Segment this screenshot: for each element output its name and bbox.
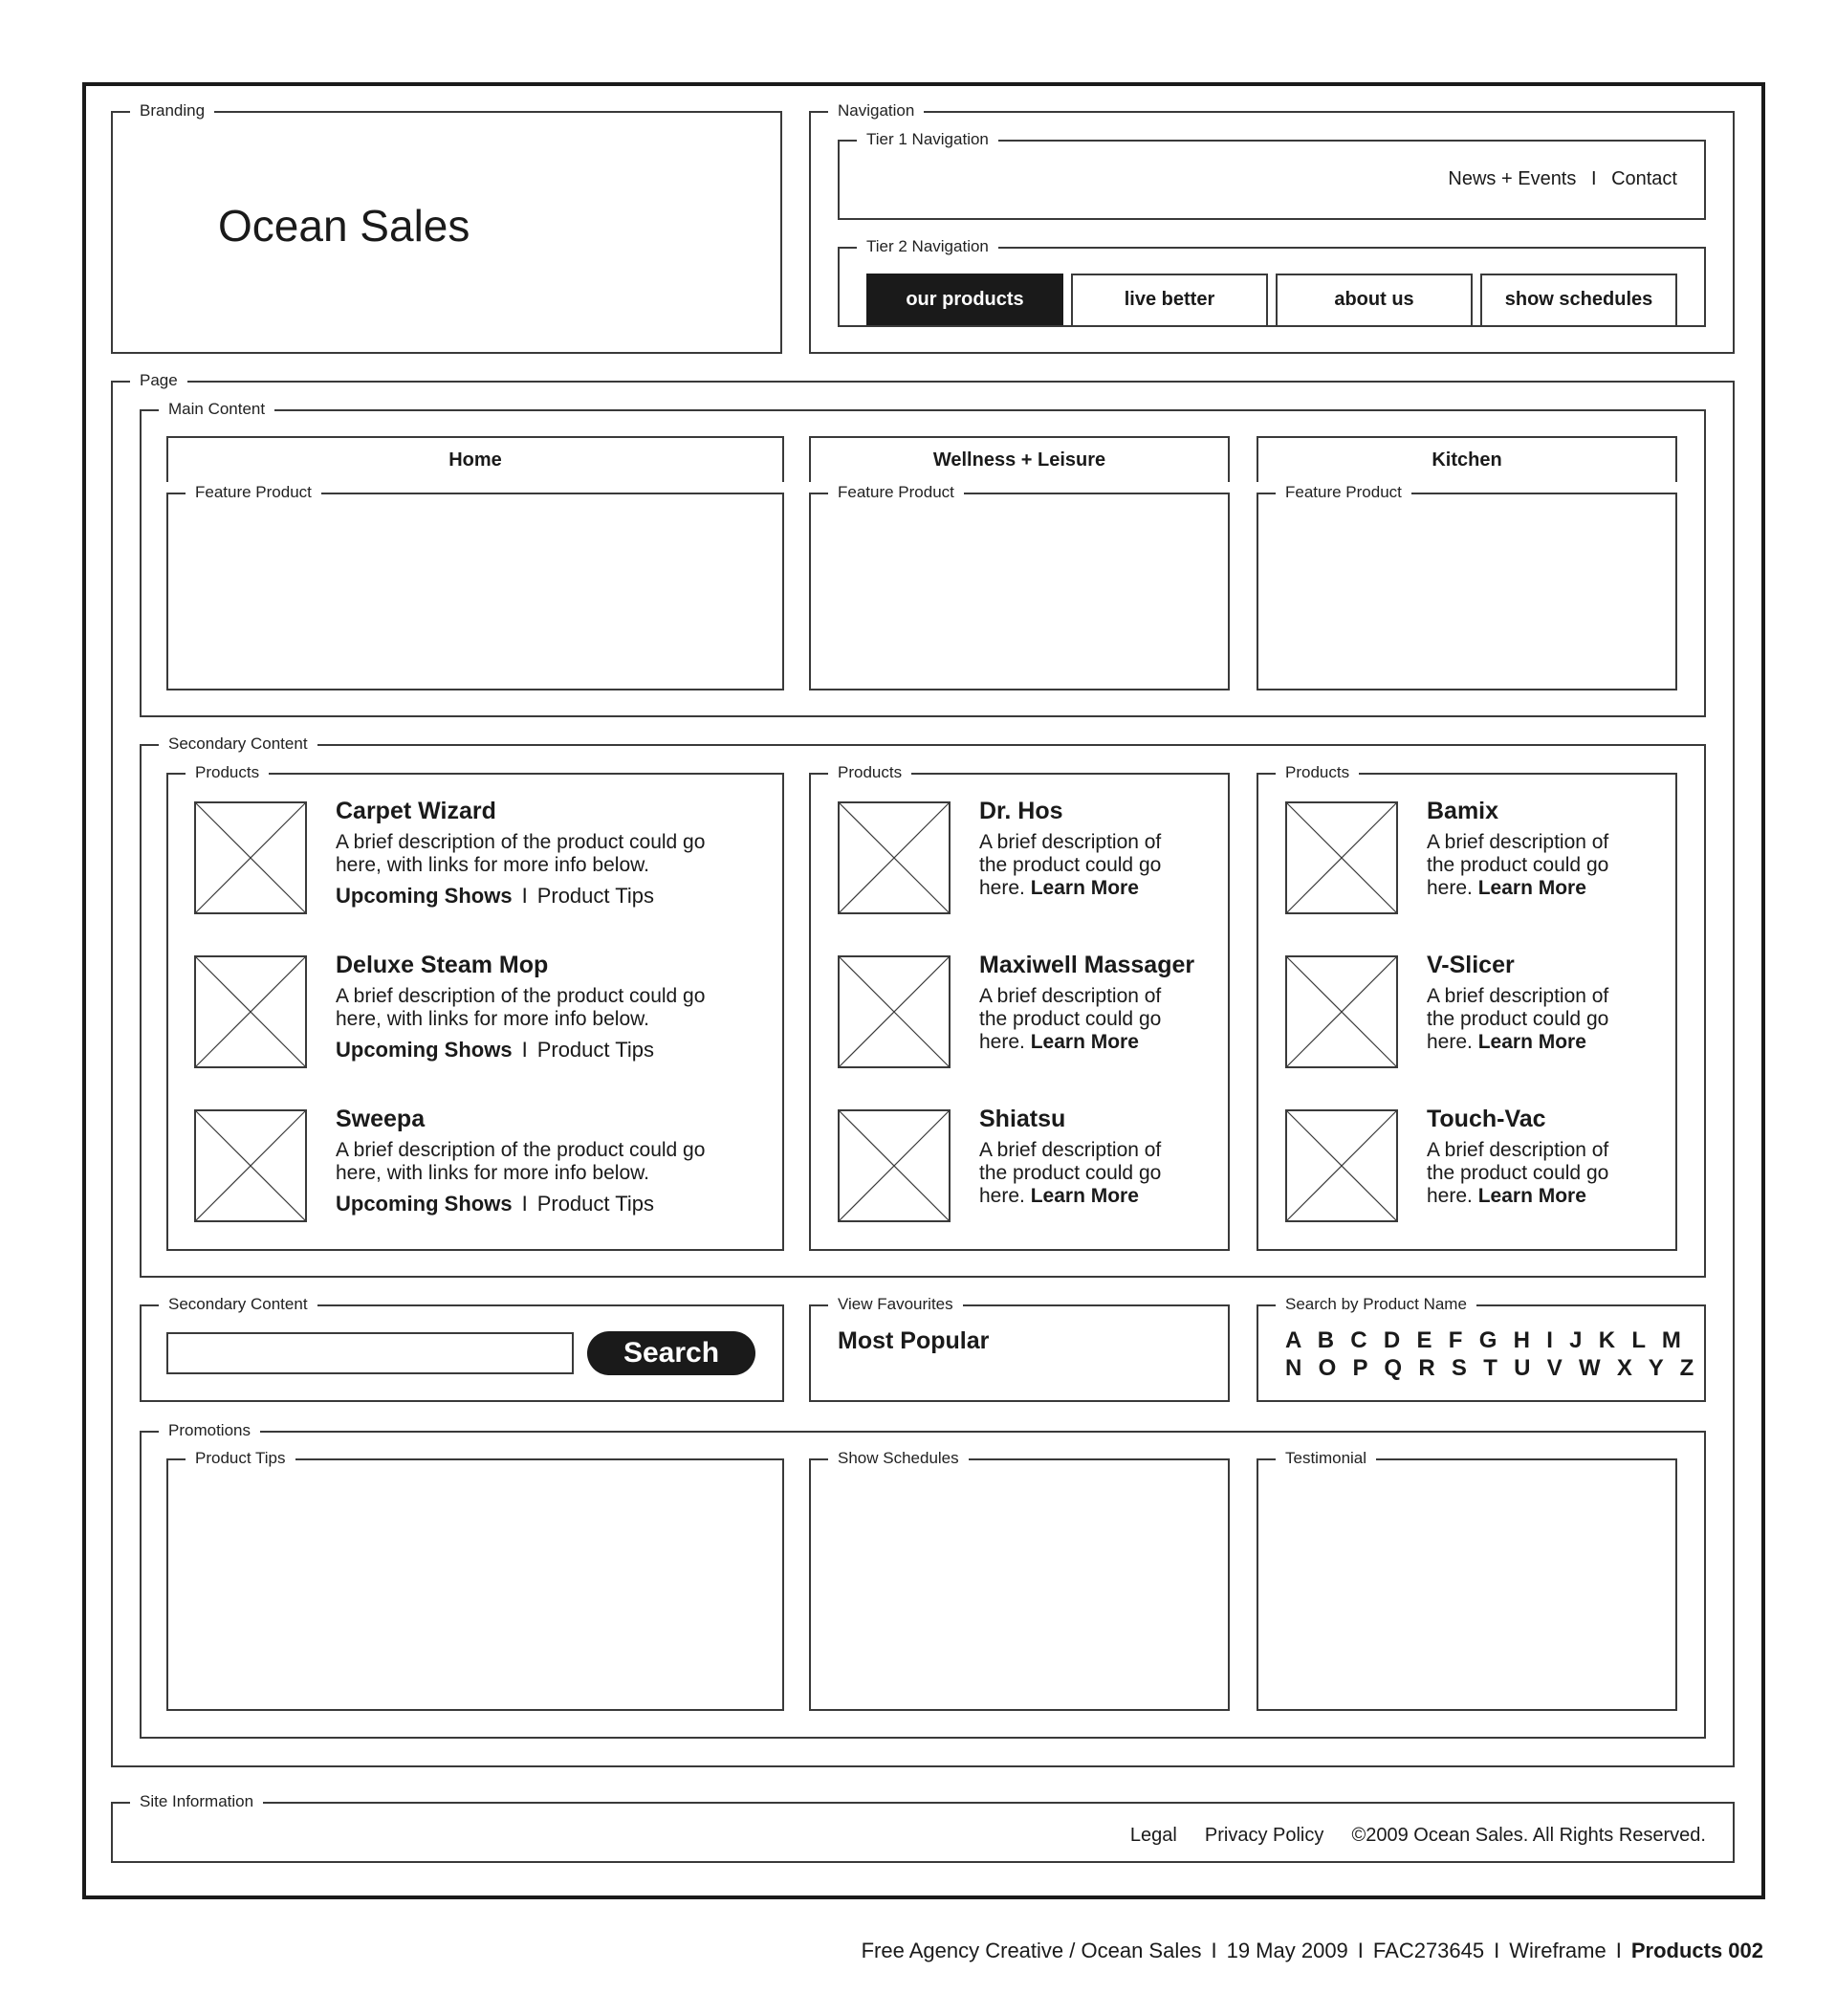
caption-page: Products 002	[1630, 1939, 1763, 1962]
link-separator: I	[521, 1192, 528, 1216]
product-description	[979, 877, 1139, 900]
site-information-region	[111, 1792, 1735, 1863]
learn-more-link[interactable]: Learn More	[1477, 877, 1586, 899]
tab-kitchen[interactable]: Kitchen	[1257, 436, 1677, 482]
tab-wellness-leisure[interactable]: Wellness + Leisure	[809, 436, 1230, 482]
branding-region	[111, 101, 782, 354]
description-end: here.	[979, 1031, 1025, 1053]
site-logo[interactable]: Ocean Sales	[218, 201, 470, 251]
legal-link[interactable]: Legal	[1129, 1825, 1177, 1846]
testimonial-box[interactable]	[1257, 1449, 1677, 1711]
product-image-placeholder[interactable]	[194, 955, 307, 1068]
product-description: A brief description of	[1427, 1139, 1609, 1161]
products-label: Products	[828, 763, 911, 782]
most-popular-link[interactable]: Most Popular	[838, 1327, 990, 1354]
product-links	[336, 1038, 654, 1063]
privacy-policy-link[interactable]: Privacy Policy	[1204, 1825, 1324, 1846]
feature-product-label: Feature Product	[186, 483, 321, 502]
tier1-navigation-label: Tier 1 Navigation	[857, 130, 998, 149]
caption-separator: I	[1357, 1939, 1364, 1962]
product-description	[979, 1031, 1139, 1054]
caption-type: Wireframe	[1509, 1939, 1606, 1962]
product-name[interactable]: Sweepa	[336, 1106, 426, 1132]
description-end: here.	[1427, 1031, 1473, 1053]
product-description: here, with links for more info below.	[336, 1162, 649, 1184]
tier1-links	[1448, 168, 1677, 190]
tier1-navigation	[838, 130, 1706, 220]
product-name[interactable]: Touch-Vac	[1427, 1106, 1546, 1132]
product-description: the product could go	[979, 1008, 1162, 1030]
product-tips-box[interactable]	[166, 1449, 784, 1711]
product-description: here, with links for more info below.	[336, 854, 649, 876]
upcoming-shows-link[interactable]: Upcoming Shows	[336, 884, 513, 908]
page-label: Page	[130, 371, 187, 390]
search-region-label: Secondary Content	[159, 1295, 317, 1314]
show-schedules-label: Show Schedules	[828, 1449, 969, 1468]
product-name[interactable]: Dr. Hos	[979, 798, 1063, 824]
product-description: the product could go	[1427, 854, 1609, 876]
product-description: A brief description of	[979, 985, 1162, 1007]
feature-product-label: Feature Product	[828, 483, 964, 502]
product-image-placeholder[interactable]	[838, 955, 951, 1068]
search-by-name-label: Search by Product Name	[1276, 1295, 1476, 1314]
view-favourites-label: View Favourites	[828, 1295, 963, 1314]
feature-product-wellness[interactable]	[809, 483, 1230, 690]
learn-more-link[interactable]: Learn More	[1030, 1185, 1139, 1207]
product-name[interactable]: V-Slicer	[1427, 952, 1515, 978]
link-separator: I	[521, 1038, 528, 1062]
branding-label: Branding	[130, 101, 214, 121]
contact-link[interactable]: Contact	[1611, 168, 1677, 189]
learn-more-link[interactable]: Learn More	[1030, 877, 1139, 899]
product-description: A brief description of the product could go	[336, 1139, 706, 1161]
product-image-placeholder[interactable]	[1285, 801, 1398, 914]
product-tips-link[interactable]: Product Tips	[536, 1038, 654, 1062]
description-end: here.	[979, 877, 1025, 899]
product-description	[1427, 1031, 1586, 1054]
product-description	[1427, 1185, 1586, 1208]
link-separator: I	[1590, 168, 1597, 189]
tier2-navigation-label: Tier 2 Navigation	[857, 237, 998, 256]
product-description: A brief description of	[979, 831, 1162, 853]
news-events-link[interactable]: News + Events	[1448, 168, 1577, 189]
products-label: Products	[1276, 763, 1359, 782]
product-description: A brief description of the product could go	[336, 831, 706, 853]
products-label: Products	[186, 763, 269, 782]
product-description: A brief description of	[1427, 985, 1609, 1007]
product-description: the product could go	[979, 1162, 1162, 1184]
document-caption	[862, 1939, 1763, 1963]
product-name[interactable]: Shiatsu	[979, 1106, 1066, 1132]
copyright-text: ©2009 Ocean Sales. All Rights Reserved.	[1351, 1825, 1706, 1846]
product-name[interactable]: Carpet Wizard	[336, 798, 496, 824]
search-by-name-region	[1257, 1295, 1706, 1402]
product-description: A brief description of	[1427, 831, 1609, 853]
product-image-placeholder[interactable]	[194, 1109, 307, 1222]
promotions-label: Promotions	[159, 1421, 260, 1440]
secondary-content-label: Secondary Content	[159, 734, 317, 754]
product-image-placeholder[interactable]	[194, 801, 307, 914]
link-separator: I	[521, 884, 528, 908]
product-name[interactable]: Bamix	[1427, 798, 1499, 824]
nav-our-products-button[interactable]: our products	[866, 274, 1063, 325]
tab-home[interactable]: Home	[166, 436, 784, 482]
description-end: here.	[979, 1185, 1025, 1207]
feature-product-kitchen[interactable]	[1257, 483, 1677, 690]
product-name[interactable]: Maxiwell Massager	[979, 952, 1195, 978]
product-description	[979, 1185, 1139, 1208]
search-button[interactable]: Search	[587, 1331, 755, 1375]
description-end: here.	[1427, 1185, 1473, 1207]
learn-more-link[interactable]: Learn More	[1477, 1185, 1586, 1207]
navigation-label: Navigation	[828, 101, 924, 121]
main-content-label: Main Content	[159, 400, 274, 419]
alphabet-index-row-2[interactable]: N O P Q R S T U V W X Y Z	[1285, 1355, 1699, 1381]
product-description: A brief description of the product could go	[336, 985, 706, 1007]
search-input[interactable]	[166, 1332, 574, 1374]
product-links	[336, 884, 654, 909]
testimonial-label: Testimonial	[1276, 1449, 1376, 1468]
upcoming-shows-link[interactable]: Upcoming Shows	[336, 1038, 513, 1062]
product-description: the product could go	[1427, 1008, 1609, 1030]
description-end: here.	[1427, 877, 1473, 899]
product-tips-link[interactable]: Product Tips	[536, 884, 654, 908]
product-tips-label: Product Tips	[186, 1449, 295, 1468]
learn-more-link[interactable]: Learn More	[1030, 1031, 1139, 1053]
product-image-placeholder[interactable]	[838, 1109, 951, 1222]
feature-product-label: Feature Product	[1276, 483, 1411, 502]
learn-more-link[interactable]: Learn More	[1477, 1031, 1586, 1053]
product-name[interactable]: Deluxe Steam Mop	[336, 952, 549, 978]
feature-product-home[interactable]	[166, 483, 784, 690]
caption-separator: I	[1494, 1939, 1500, 1962]
product-description: the product could go	[979, 854, 1162, 876]
caption-date: 19 May 2009	[1226, 1939, 1348, 1962]
site-information-label: Site Information	[130, 1792, 263, 1811]
product-image-placeholder[interactable]	[1285, 955, 1398, 1068]
product-description: A brief description of	[979, 1139, 1162, 1161]
caption-code: FAC273645	[1372, 1939, 1485, 1962]
product-image-placeholder[interactable]	[838, 801, 951, 914]
caption-agency: Free Agency Creative / Ocean Sales	[861, 1939, 1202, 1962]
upcoming-shows-link[interactable]: Upcoming Shows	[336, 1192, 513, 1216]
nav-show-schedules-button[interactable]: show schedules	[1480, 274, 1677, 325]
product-description: the product could go	[1427, 1162, 1609, 1184]
product-tips-link[interactable]: Product Tips	[536, 1192, 654, 1216]
nav-live-better-button[interactable]: live better	[1071, 274, 1268, 325]
footer-links	[1130, 1825, 1706, 1847]
show-schedules-box[interactable]	[809, 1449, 1230, 1711]
product-description	[1427, 877, 1586, 900]
caption-separator: I	[1615, 1939, 1622, 1962]
view-favourites-region	[809, 1295, 1230, 1402]
product-description: here, with links for more info below.	[336, 1008, 649, 1030]
product-image-placeholder[interactable]	[1285, 1109, 1398, 1222]
alphabet-index-row-1[interactable]: A B C D E F G H I J K L M	[1285, 1327, 1687, 1353]
product-links	[336, 1192, 654, 1216]
caption-separator: I	[1211, 1939, 1217, 1962]
nav-about-us-button[interactable]: about us	[1276, 274, 1473, 325]
